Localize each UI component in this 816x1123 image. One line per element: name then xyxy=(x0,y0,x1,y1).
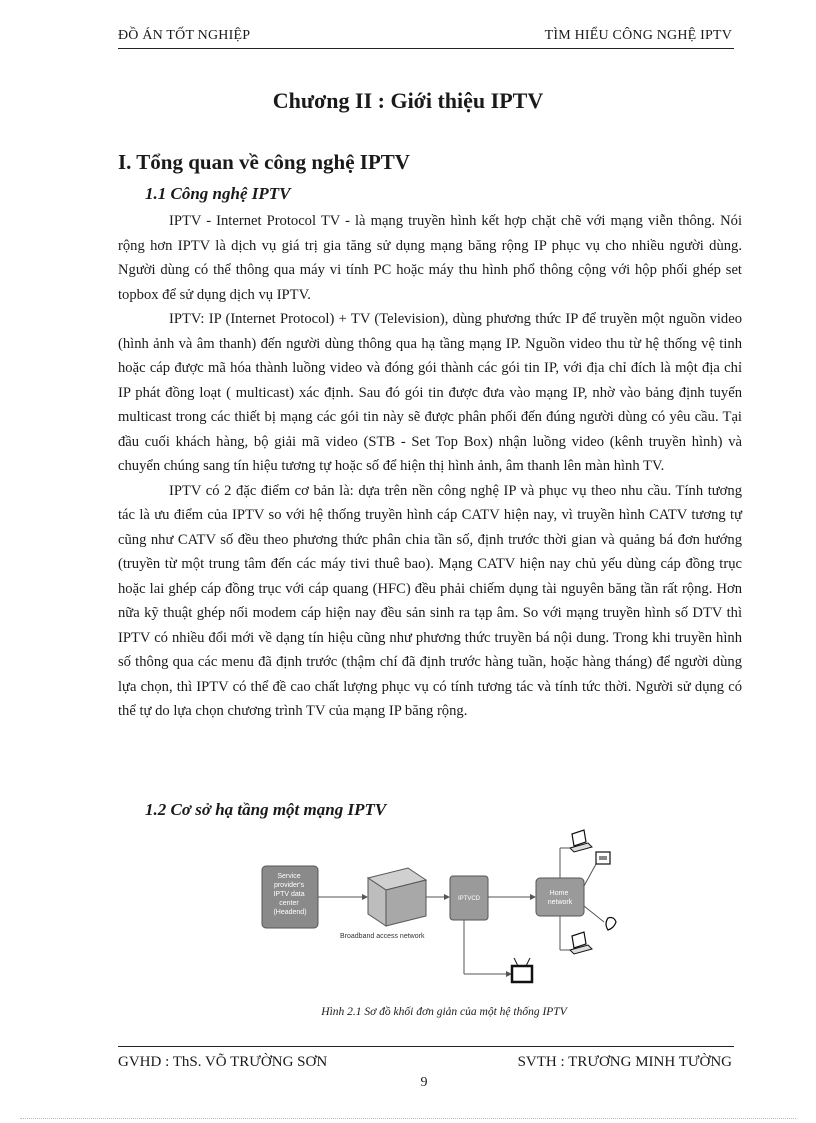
body-text xyxy=(118,209,742,724)
section-heading: I. Tổng quan về công nghệ IPTV xyxy=(118,150,410,174)
page-header xyxy=(118,22,734,49)
iptvcd-label: IPTVCD xyxy=(457,896,481,902)
iptv-block-diagram xyxy=(258,826,628,1000)
home-network-box xyxy=(536,878,584,916)
paragraph-1: IPTV - Internet Protocol TV - là mạng truyền hình kết hợp chặt chẽ với mạng viễn thông. Nói rộng hơn IPTV là dịch vụ giá trị gia tăng sử dụng mạng băng rộng IP phục vụ cho nhiều người dùng. Người dùng có thể thông qua máy vi tính PC hoặc máy thu hình phổ thông cộng với hộp phối ghép set topbox để sử dụng dịch vụ IPTV. xyxy=(118,213,742,303)
page-bottom-divider xyxy=(20,1118,796,1119)
page-number: 9 xyxy=(420,1075,428,1090)
home-network-label: Home network xyxy=(547,890,573,906)
figure-caption: Hình 2.1 Sơ đồ khối đơn giản của một hệ thống IPTV xyxy=(321,1006,567,1018)
paragraph-2: IPTV: IP (Internet Protocol) + TV (Television), dùng phương thức IP để truyền một nguồn video (hình ảnh và âm thanh) đến người dùng thông qua hạ tầng mạng IP. Nguồn video thu từ hệ thống vệ tinh hoặc cáp được mã hóa thành luồng video và đóng gói thành các gói tin IP, với địa chỉ đích là một địa chỉ IP phát đồng loạt ( multicast) xác định. Sau đó gói tin được đưa vào mạng IP, nhờ vào bảng định tuyến multicast trong các thiết bị mạng các gói tin này sẽ được phân phối đến đúng người dùng có yêu cầu. Tại đầu cuối khách hàng, bộ giải mã video (STB - Set Top Box) nhận luồng video (kênh truyền hình) và chuyển chúng sang tín hiệu tương tự hoặc số để hiện thị hình ảnh, âm thanh lên màn hình TV. xyxy=(118,311,742,474)
header-left: ĐỒ ÁN TỐT NGHIỆP xyxy=(118,28,251,43)
access-network-cube xyxy=(368,868,426,926)
header-right: TÌM HIỂU CÔNG NGHỆ IPTV xyxy=(544,28,732,43)
printer-icon xyxy=(596,852,610,864)
laptop-icon-bottom xyxy=(570,932,592,954)
subsection-heading-1-2: 1.2 Cơ sở hạ tầng một mạng IPTV xyxy=(145,800,387,819)
footer-left: GVHD : ThS. VÕ TRƯỜNG SƠN xyxy=(118,1054,328,1070)
chapter-title: Chương II : Giới thiệu IPTV xyxy=(272,88,544,113)
access-network-label: Broadband access network xyxy=(340,933,425,940)
laptop-icon-top xyxy=(570,830,592,852)
footer-right: SVTH : TRƯƠNG MINH TƯỜNG xyxy=(517,1054,732,1070)
subsection-heading-1-1: 1.1 Công nghệ IPTV xyxy=(145,184,291,203)
page-footer xyxy=(118,1046,734,1073)
paragraph-3: IPTV có 2 đặc điểm cơ bản là: dựa trên nền công nghệ IP và phục vụ theo nhu cầu. Tính tương tác là ưu điểm của IPTV so với hệ thống truyền hình cáp CATV hiện nay, vì truyền hình CATV tương tự cũng như CATV số đều theo phương thức phân chia tần số, định trước thời gian và quảng bá đơn hướng (truyền từ một trung tâm đến các máy tivi thuê bao). Mạng CATV hiện nay chủ yếu dùng cáp đồng trục hoặc lai ghép cáp đồng trục với cáp quang (HFC) đều phải chiếm dụng tài nguyên băng tần rất rộng. Hơn nữa kỹ thuật ghép nối modem cáp hiện nay đều sản sinh ra tạp âm. So với mạng truyền hình số DTV thì IPTV có nhiều đổi mới về dạng tín hiệu cũng như phương thức truyền bá nội dung. Trong khi truyền hình số thông qua các menu đã định trước (thậm chí đã định trước hàng tuần, hoặc hàng tháng) để người dùng lựa chọn, thì IPTV có thể đề cao chất lượng phục vụ có tính tương tác và tính tức thời. Người sử dụng có thể tự do lựa chọn chương trình TV của mạng IP băng rộng. xyxy=(118,482,742,719)
phone-icon xyxy=(606,918,616,931)
service-provider-label: Service provider's IPTV data center (Headend) xyxy=(273,873,307,916)
tv-icon xyxy=(512,958,532,982)
